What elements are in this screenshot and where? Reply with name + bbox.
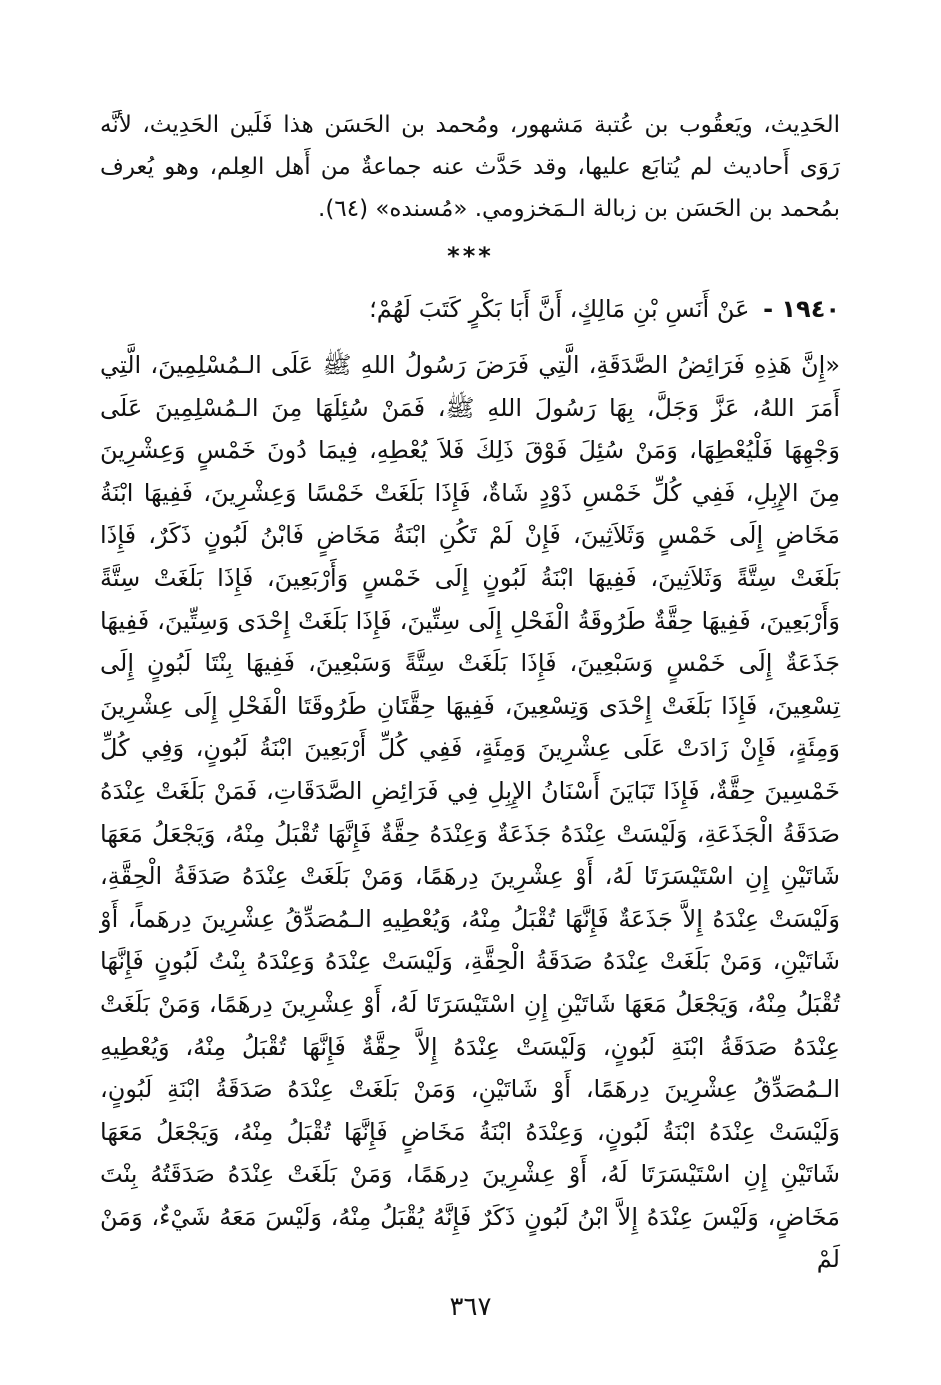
section-separator: *** [447, 242, 494, 270]
hadith-header-text: عَنْ أَنَسِ بْنِ مَالِكٍ، أَنَّ أَبَا بَكْرٍ كَتَبَ لَهُمْ؛ [369, 295, 750, 323]
hadith-number: ١٩٤٠ - [763, 295, 840, 323]
intro-paragraph-block [100, 104, 840, 230]
hadith-header [100, 288, 840, 330]
page-number: ٣٦٧ [449, 1292, 492, 1322]
hadith-body-block [100, 344, 840, 1281]
hadith-body: «إِنَّ هَذِهِ فَرَائِضُ الصَّدَقَةِ، الَّتِي فَرَضَ رَسُولُ اللهِ ﷺ عَلَى الـمُسْلِمِينَ، الَّتِي أَمَرَ اللهُ، عَزَّ وَجَلَّ، بِهَا رَسُولَ اللهِ ﷺ، فَمَنْ سُئِلَهَا مِنَ الـمُسْلِمِينَ عَلَى وَجْهِهَا فَلْيُعْطِهَا، وَمَنْ سُئِلَ فَوْقَ ذَلِكَ فَلاَ يُعْطِهِ، فِيمَا دُونَ خَمْسٍ وَعِشْرِينَ مِنَ الإِبِلِ، فَفِي كُلِّ خَمْسِ ذَوْدٍ شَاةٌ، فَإِذَا بَلَغَتْ خَمْسًا وَعِشْرِينَ، فَفِيهَا ابْنَةُ مَخَاضٍ إِلَى خَمْسٍ وَثَلاَثِينَ، فَإِنْ لَمْ تَكُنِ ابْنَةُ مَخَاضٍ فَابْنُ لَبُونٍ ذَكَرٌ، فَإِذَا بَلَغَتْ سِتَّةً وَثَلاَثِينَ، فَفِيهَا ابْنَةُ لَبُونٍ إِلَى خَمْسٍ وَأَرْبَعِينَ، فَإِذَا بَلَغَتْ سِتَّةً وَأَرْبَعِينَ، فَفِيهَا حِقَّةٌ طَرُوقَةُ الْفَحْلِ إِلَى سِتِّينَ، فَإِذَا بَلَغَتْ إِحْدَى وَسِتِّينَ، فَفِيهَا جَذَعَةٌ إِلَى خَمْسٍ وَسَبْعِينَ، فَإِذَا بَلَغَتْ سِتَّةً وَسَبْعِينَ، فَفِيهَا بِنْتَا لَبُونٍ إِلَى تِسْعِينَ، فَإِذَا بَلَغَتْ إِحْدَى وَتِسْعِينَ، فَفِيهَا حِقَّتَانِ طَرُوقَتَا الْفَحْلِ إِلَى عِشْرِينَ وَمِئَةٍ، فَإِنْ زَادَتْ عَلَى عِشْرِينَ وَمِئَةٍ، فَفِي كُلِّ أَرْبَعِينَ ابْنَةُ لَبُونٍ، وَفِي كُلِّ خَمْسِينَ حِقَّةٌ، فَإِذَا تَبَايَنَ أَسْنَانُ الإِبِلِ فِي فَرَائِضِ الصَّدَقَاتِ، فَمَنْ بَلَغَتْ عِنْدَهُ صَدَقَةُ الْجَذَعَةِ، وَلَيْسَتْ عِنْدَهُ جَذَعَةٌ وَعِنْدَهُ حِقَّةٌ فَإِنَّهَا تُقْبَلُ مِنْهُ، وَيَجْعَلُ مَعَهَا شَاتَيْنِ إِنِ اسْتَيْسَرَتَا لَهُ، أَوْ عِشْرِينَ دِرهَمًا، وَمَنْ بَلَغَتْ عِنْدَهُ صَدَقَةُ الْحِقَّةِ، وَلَيْسَتْ عِنْدَهُ إِلاَّ جَذَعَةٌ فَإِنَّهَا تُقْبَلُ مِنْهُ، وَيُعْطِيهِ الـمُصَدِّقُ عِشْرِينَ دِرهَماً، أَوْ شَاتَيْنِ، وَمَنْ بَلَغَتْ عِنْدَهُ صَدَقَةُ الْحِقَّةِ، وَلَيْسَتْ عِنْدَهُ وَعِنْدَهُ بِنْتُ لَبُونٍ فَإِنَّهَا تُقْبَلُ مِنْهُ، وَيَجْعَلُ مَعَهَا شَاتَيْنِ إِنِ اسْتَيْسَرَتَا لَهُ، أَوْ عِشْرِينَ دِرهَمًا، وَمَنْ بَلَغَتْ عِنْدَهُ صَدَقَةُ ابْنَةِ لَبُونٍ، وَلَيْسَتْ عِنْدَهُ إِلاَّ حِقَّةٌ فَإِنَّهَا تُقْبَلُ مِنْهُ، وَيُعْطِيهِ الـمُصَدِّقُ عِشْرِينَ دِرهَمًا، أَوْ شَاتَيْنِ، وَمَنْ بَلَغَتْ عِنْدَهُ صَدَقَةُ ابْنَةِ لَبُونٍ، وَلَيْسَتْ عِنْدَهُ ابْنَةُ لَبُونٍ، وَعِنْدَهُ ابْنَةُ مَخَاضٍ فَإِنَّهَا تُقْبَلُ مِنْهُ، وَيَجْعَلُ مَعَهَا شَاتَيْنِ إِنِ اسْتَيْسَرَتَا لَهُ، أَوْ عِشْرِينَ دِرهَمًا، وَمَنْ بَلَغَتْ عِنْدَهُ صَدَقَتُهُ بِنْتَ مَخَاضٍ، وَلَيْسَ عِنْدَهُ إِلاَّ ابْنُ لَبُونٍ ذَكَرٌ فَإِنَّهُ يُقْبَلُ مِنْهُ، وَلَيْسَ مَعَهُ شَيْءٌ، وَمَنْ لَمْ [100, 351, 840, 1274]
intro-paragraph: الحَدِيث، ويَعقُوب بن عُتبة مَشهور، ومُحمد بن الحَسَن هذا فَلَين الحَدِيث، لأنَّه رَوَى أَحاديث لم يُتابَع عليها، وقد حَدَّث عنه جماعةٌ من أَهل العِلم، وهو يُعرف بمُحمد بن الحَسَن بن زبالة الـمَخزومي. «مُسنده» (٦٤). [100, 112, 840, 222]
